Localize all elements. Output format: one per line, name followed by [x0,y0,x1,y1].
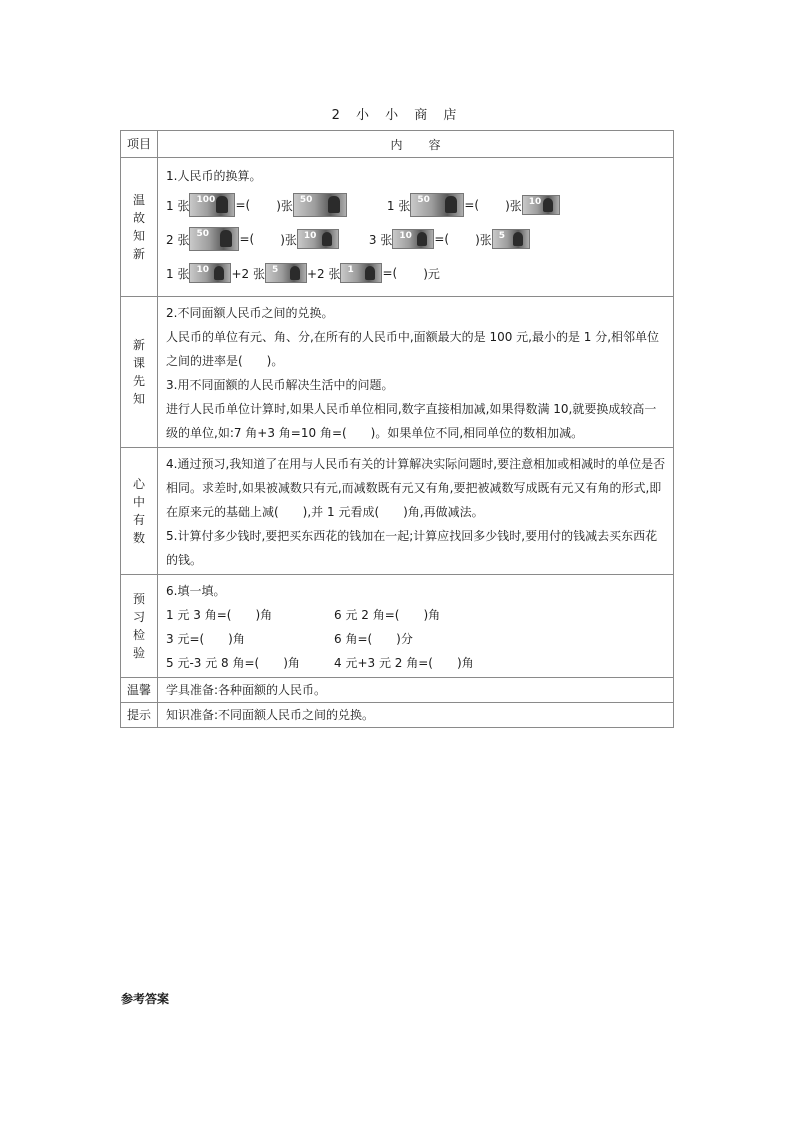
question-3: 3.用不同面额的人民币解决生活中的问题。 [166,378,394,392]
section-label-preview: 预习检验 [132,592,145,660]
banknote-50-image: 50 [189,227,239,251]
banknote-10-image: 10 [189,263,231,283]
exercise-row: 5 元-3 元 8 角=( )角 4 元+3 元 2 角=( )角 [166,656,474,670]
tips-line-1: 学具准备:各种面额的人民币。 [166,683,327,697]
banknote-50-image: 50 [410,193,464,217]
question-6: 6.填一填。 [166,584,226,598]
money-row-3: 1 张 10 +2 张 5 +2 张 1 =( )元 [166,256,667,290]
banknote-50-image: 50 [293,193,347,217]
section-label-tips-top: 温馨 [121,678,158,703]
money-row-2: 2 张 50 =( )张 10 3 张 10 =( )张 5 [166,222,667,256]
section-review [121,158,674,297]
section-new-lesson [121,297,674,448]
banknote-10-image: 10 [297,229,339,249]
lesson-table [120,130,674,728]
section-label-mind: 心中有数 [132,477,145,545]
exercise-row: 3 元=( )角 6 角=( )分 [166,632,413,646]
section-tips-row-2 [121,703,674,728]
paragraph-4: 4.通过预习,我知道了在用与人民币有关的计算解决实际问题时,要注意相加或相减时的单位是否相同。求差时,如果被减数只有元,而减数既有元又有角,要把被减数写成既有元又有角的形式,即在原来元的基础上减( ),并 1 元看成( )角,再做减法。 [166,457,666,519]
banknote-10-image: 10 [522,195,560,215]
question-1: 1.人民币的换算。 [166,169,262,183]
paragraph-2: 人民币的单位有元、角、分,在所有的人民币中,面额最大的是 100 元,最小的是 1 分,相邻单位之间的进率是( )。 [166,330,660,368]
section-tips-row-1 [121,678,674,703]
table-header-row [121,131,674,158]
answer-heading: 参考答案 [121,992,170,1006]
section-label-tips-bottom: 提示 [121,703,158,728]
banknote-100-image: 100 [189,193,235,217]
section-mind [121,448,674,575]
exercise-row: 1 元 3 角=( )角 6 元 2 角=( )角 [166,608,441,622]
money-row-1: 1 张 100 =( )张 50 1 张 50 =( )张 10 [166,188,667,222]
banknote-5-image: 5 [265,263,307,283]
header-content: 内容 [158,131,674,158]
paragraph-5: 5.计算付多少钱时,要把买东西花的钱加在一起;计算应找回多少钱时,要用付的钱减去买东西花的钱。 [166,529,658,567]
page-title: 2 小 小 商 店 [331,108,463,123]
section-preview [121,575,674,678]
header-item: 项目 [121,131,158,158]
banknote-5-image: 5 [492,229,530,249]
banknote-1-image: 1 [340,263,382,283]
question-2: 2.不同面额人民币之间的兑换。 [166,306,334,320]
section-label-review: 温故知新 [132,193,145,261]
tips-line-2: 知识准备:不同面额人民币之间的兑换。 [166,708,375,722]
section-label-new-lesson: 新课先知 [132,338,145,406]
banknote-10-image: 10 [392,229,434,249]
paragraph-3: 进行人民币单位计算时,如果人民币单位相同,数字直接相加减,如果得数满 10,就要换成较高一级的单位,如:7 角+3 角=10 角=( )。如果单位不同,相同单位的数相加减。 [166,402,657,440]
